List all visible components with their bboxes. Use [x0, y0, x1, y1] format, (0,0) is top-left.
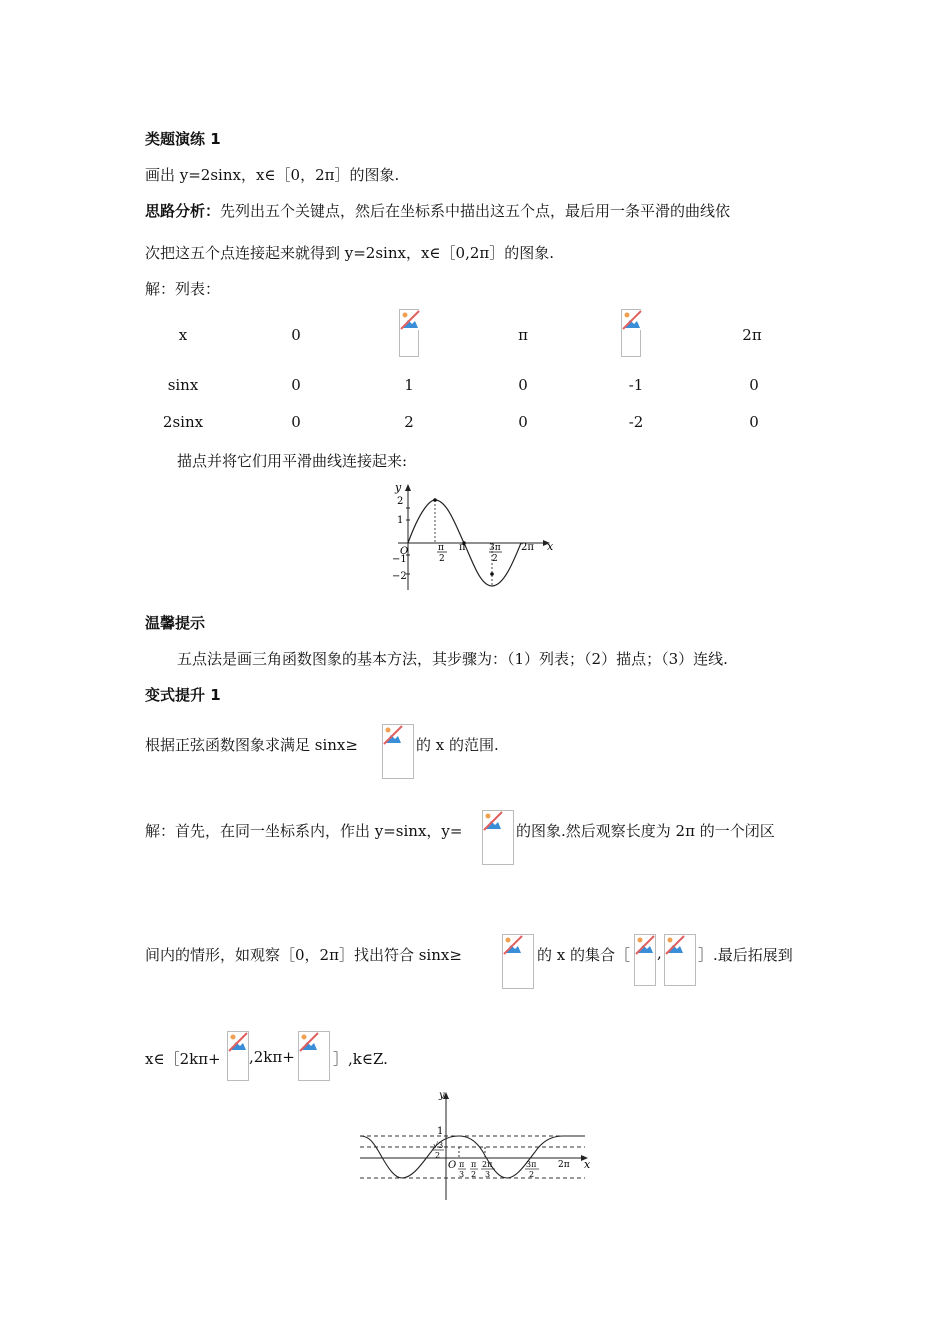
table-cell: 1 [404, 376, 414, 394]
table-cell: π [518, 326, 528, 344]
solution-line-2a: 间内的情形，如观察［0，2π］找出符合 sinx≥ [145, 946, 462, 964]
plot-instruction: 描点并将它们用平滑曲线连接起来: [177, 452, 408, 470]
tick-label: 2π [521, 542, 534, 553]
section-title-variant: 变式提升 1 [145, 686, 221, 704]
question-text [145, 734, 358, 755]
sine-graph-2sinx [392, 478, 562, 598]
section-title-practice: 类题演练 1 [145, 130, 221, 148]
tick-label: −1 [392, 554, 407, 565]
sine-inequality-graph [355, 1088, 595, 1203]
question-text-b: 的 x 的范围. [416, 736, 499, 754]
analysis-line-1 [145, 200, 730, 221]
table-cell: -2 [628, 413, 644, 431]
solution-label: 解：列表： [145, 280, 221, 298]
tick-label: 2 [492, 554, 498, 564]
table-cell: 2 [404, 413, 414, 431]
broken-image-icon [399, 309, 419, 357]
broken-image-icon [664, 934, 696, 986]
analysis-label: 思路分析： [145, 202, 221, 220]
broken-image-icon [621, 309, 641, 357]
tick-label: 2 [471, 1170, 477, 1179]
tick-label: π [459, 1160, 465, 1169]
table-cell: 2sinx [162, 413, 204, 431]
problem-text: 画出 y=2sinx，x∈［0，2π］的图象. [145, 166, 400, 184]
tip-text: 五点法是画三角函数图象的基本方法，其步骤为：（1）列表；（2）描点；（3）连线. [177, 650, 728, 668]
broken-image-icon [482, 810, 514, 865]
table-cell: sinx [167, 376, 199, 394]
table-cell: 0 [749, 376, 759, 394]
solution-line-3b: ,2kπ+ [249, 1048, 295, 1066]
tick-label: 3π [526, 1160, 537, 1169]
broken-image-icon [227, 1031, 249, 1081]
table-cell: 0 [518, 413, 528, 431]
solution-line-2b: 的 x 的集合［ [537, 946, 630, 964]
tick-label: 1 [437, 1126, 444, 1137]
tick-label: 2 [529, 1170, 535, 1179]
table-cell: 0 [518, 376, 528, 394]
table-cell: -1 [628, 376, 644, 394]
table-cell: 0 [291, 376, 301, 394]
tick-label: 2 [439, 554, 445, 564]
table-cell: 0 [749, 413, 759, 431]
axis-x-label: x [584, 1158, 591, 1171]
origin-label: O [400, 546, 409, 557]
table-cell: x [178, 326, 188, 344]
tip-title: 温馨提示 [145, 614, 206, 632]
axis-x-label: x [547, 540, 554, 553]
tick-label: 2π [558, 1160, 570, 1170]
table-cell: 2π [742, 326, 762, 344]
solution-line-1b: 的图象.然后观察长度为 2π 的一个闭区 [516, 822, 775, 840]
analysis-text-1: 先列出五个关键点，然后在坐标系中描出这五个点，最后用一条平滑的曲线依 [220, 202, 731, 220]
tick-label: π [471, 1160, 477, 1169]
analysis-line-2: 次把这五个点连接起来就得到 y=2sinx，x∈［0,2π］的图象. [145, 244, 555, 262]
tick-label: 3π [489, 543, 501, 553]
table-cell: 0 [291, 413, 301, 431]
tick-label: 2π [482, 1160, 493, 1169]
broken-image-icon [298, 1031, 330, 1081]
solution-line-1a: 解：首先，在同一坐标系内，作出 y=sinx，y= [145, 822, 463, 840]
broken-image-icon [634, 934, 656, 986]
tick-label: π [438, 543, 444, 553]
axis-y-label: y [395, 481, 402, 494]
tick-label: 2 [397, 496, 404, 507]
origin-label: O [448, 1160, 457, 1171]
tick-label: 2 [435, 1151, 441, 1160]
tick-label: 3 [459, 1170, 465, 1179]
broken-image-icon [382, 724, 414, 779]
tick-label: 3 [485, 1170, 491, 1179]
solution-line-3a: x∈［2kπ+ [145, 1050, 221, 1068]
tick-label: −2 [392, 571, 407, 582]
solution-line-2d: ］.最后拓展到 [698, 946, 793, 964]
table-cell: 0 [291, 326, 301, 344]
solution-line-3c: ］,k∈Z. [333, 1050, 388, 1068]
tick-label: √3 [433, 1141, 444, 1150]
axis-y-label: y [439, 1090, 445, 1101]
tick-label: 1 [397, 515, 404, 526]
tick-label: π [459, 542, 466, 553]
comma: , [657, 944, 662, 962]
broken-image-icon [502, 934, 534, 989]
question-text-a: 根据正弦函数图象求满足 sinx≥ [145, 736, 358, 754]
